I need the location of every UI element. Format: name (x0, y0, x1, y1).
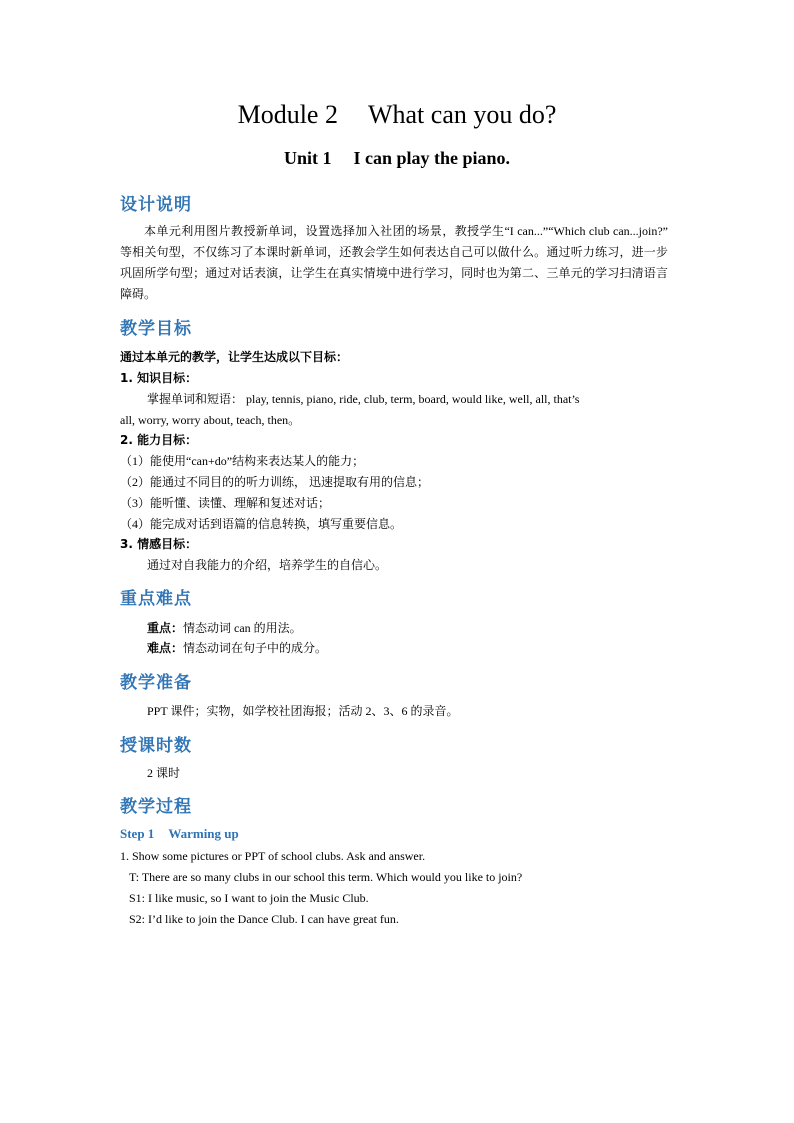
unit-title (0, 148, 794, 169)
hours-text: 2 课时 (147, 766, 181, 780)
ability-item: （2）能通过不同目的的听力训练， 迅速提取有用的信息； (120, 475, 430, 489)
module-question: What can you do? (367, 100, 557, 129)
knowledge-label: 1. 知识目标： (120, 371, 198, 385)
objectives-heading: 教学目标 (120, 319, 192, 339)
ability-item: （3）能听懂、读懂、理解和复述对话； (120, 496, 331, 510)
module-number: Module 2 (237, 100, 338, 129)
process-line: T: There are so many clubs in our school this term. Which would you like to join? (129, 870, 523, 884)
hours-heading: 授课时数 (120, 736, 192, 756)
unit-name: I can play the piano. (353, 148, 511, 168)
step-heading (120, 826, 239, 842)
key-points-heading: 重点难点 (120, 589, 192, 609)
design-paragraph: 本单元利用图片教授新单词，设置选择加入社团的场景，教授学生“I can...”“Which club can...join?” 等相关句型，不仅练习了本课时新单词，还教会学生如何表达自己可以做什么。通过听力练习，进一步巩固所学句型；通过对话表演，让学生在真实情境中进行学习，同时也为第二、三单元的学习扫清语言障碍。 (120, 224, 668, 301)
objectives-intro: 通过本单元的教学，让学生达成以下目标： (120, 350, 349, 364)
step-title: Warming up (168, 826, 239, 841)
key-point-line (147, 620, 302, 636)
difficult-point-line (147, 640, 327, 656)
difficult-point-label: 难点： (147, 641, 184, 655)
ability-item: （4）能完成对话到语篇的信息转换，填写重要信息。 (120, 517, 403, 531)
design-heading: 设计说明 (120, 195, 192, 215)
preparation-text: PPT 课件；实物，如学校社团海报；活动 2、3、6 的录音。 (147, 704, 459, 718)
preparation-heading: 教学准备 (120, 673, 192, 693)
key-point-text: 情态动词 can 的用法。 (183, 621, 302, 635)
process-heading: 教学过程 (120, 797, 192, 817)
knowledge-text-2: all, worry, worry about, teach, then。 (120, 413, 301, 427)
process-line: S1: I like music, so I want to join the Music Club. (129, 891, 369, 905)
process-line: 1. Show some pictures or PPT of school clubs. Ask and answer. (120, 849, 426, 863)
step-label: Step 1 (120, 826, 155, 841)
process-line: S2: I’d like to join the Dance Club. I can have great fun. (129, 912, 399, 926)
emotion-label: 3. 情感目标： (120, 537, 198, 551)
emotion-text: 通过对自我能力的介绍，培养学生的自信心。 (147, 558, 388, 572)
key-point-label: 重点： (147, 621, 184, 635)
ability-item: （1）能使用“can+do”结构来表达某人的能力； (120, 454, 365, 468)
ability-label: 2. 能力目标： (120, 433, 198, 447)
knowledge-text-1: 掌握单词和短语： play, tennis, piano, ride, club, term, board, would like, well, all, that’s (147, 392, 580, 406)
unit-number: Unit 1 (283, 148, 332, 168)
module-title (0, 100, 794, 130)
difficult-point-text: 情态动词在句子中的成分。 (183, 641, 328, 655)
